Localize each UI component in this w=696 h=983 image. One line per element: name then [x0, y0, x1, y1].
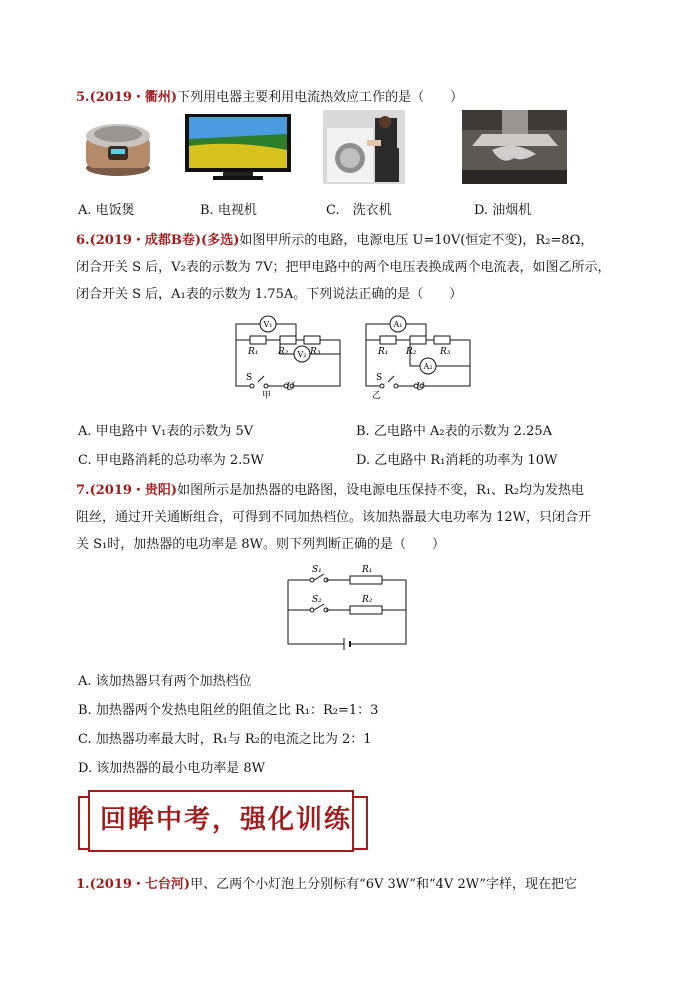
yi-switch-label: S: [376, 373, 383, 383]
yi-caption: 乙: [372, 391, 382, 400]
q5-option-b: B. 电视机: [200, 203, 257, 218]
q5-stem: [76, 90, 463, 106]
q1-number: 1.: [76, 877, 90, 892]
q7-line3: 关 S₁时，加热器的电功率是 8W。则下列判断正确的是（ ）: [76, 537, 446, 552]
rice-cooker-image: [78, 112, 158, 182]
q7-option-d: D. 该加热器的最小电功率是 8W: [78, 761, 265, 776]
jia-meter-v2: V₂: [297, 350, 307, 359]
q5-number: 5.: [76, 90, 90, 105]
jia-r1-label: R₁: [248, 347, 259, 357]
q7-line1: [76, 483, 584, 499]
q6-option-c: C. 甲电路消耗的总功率为 2.5W: [78, 453, 264, 468]
jia-switch-label: S: [246, 373, 253, 383]
q6-line2: 闭合开关 S 后，V₂表的示数为 7V；把甲电路中的两个电压表换成两个电流表，如图乙所示，: [76, 260, 611, 275]
q5-option-a: A. 电饭煲: [78, 203, 135, 218]
q6-option-a: A. 甲电路中 V₁表的示数为 5V: [78, 424, 254, 439]
heater-r2-label: R₂: [362, 595, 373, 605]
q5-option-c: C. 洗衣机: [326, 203, 392, 218]
q7-option-a: A. 该加热器只有两个加热档位: [78, 674, 252, 689]
q1-source: (2019・七台河): [89, 877, 191, 892]
yi-meter-a2: A₂: [423, 362, 433, 371]
jia-source-label: U: [286, 382, 295, 393]
jia-caption: 甲: [262, 391, 272, 400]
section-title: 回眸中考，强化训练: [100, 805, 353, 835]
circuit-diagram-yi: [358, 314, 478, 400]
yi-r1-label: R₁: [378, 347, 389, 357]
q6-line3: 闭合开关 S 后，A₁表的示数为 1.75A。下列说法正确的是（ ）: [76, 287, 463, 302]
q7-line2: 阻丝，通过开关通断组合，可得到不同加热档位。该加热器最大电功率为 12W，只闭合开: [76, 510, 592, 525]
section-banner: [78, 790, 366, 852]
q1-line1: [76, 877, 577, 893]
television-image: [183, 112, 293, 184]
washing-machine-image: [323, 110, 405, 184]
jia-meter-v1: V₁: [263, 320, 273, 329]
q7-option-b: B. 加热器两个发热电阻丝的阻值之比 R₁：R₂=1：3: [78, 703, 379, 718]
heater-r1-label: R₁: [362, 565, 373, 575]
q6-text-1: 如图甲所示的电路，电源电压 U=10V(恒定不变)，R₂=8Ω，: [239, 233, 594, 248]
jia-r3-label: R₃: [310, 347, 321, 357]
q7-option-c: C. 加热器功率最大时，R₁与 R₂的电流之比为 2：1: [78, 732, 372, 747]
q5-source: (2019・衢州): [89, 90, 178, 105]
jia-r2-label: R₂: [278, 347, 289, 357]
q5-option-d: D. 油烟机: [474, 203, 532, 218]
q7-source: (2019・贵阳): [89, 483, 178, 498]
yi-r2-label: R₂: [406, 347, 417, 357]
q6-line1: [76, 233, 593, 249]
yi-source-label: U: [416, 382, 425, 393]
q6-option-b: B. 乙电路中 A₂表的示数为 2.25A: [356, 424, 553, 439]
range-hood-image: [462, 110, 567, 184]
heater-s1-label: S₁: [312, 565, 322, 575]
circuit-diagram-jia: [228, 314, 348, 400]
heater-circuit-diagram: [284, 560, 414, 652]
q1-text: 甲、乙两个小灯泡上分别标有“6V 3W”和“4V 2W”字样，现在把它: [190, 877, 577, 892]
q7-text-1: 如图所示是加热器的电路图，设电源电压保持不变，R₁、R₂均为发热电: [177, 483, 585, 498]
yi-meter-a1: A₁: [393, 320, 403, 329]
q7-number: 7.: [76, 483, 90, 498]
q6-option-d: D. 乙电路中 R₁消耗的功率为 10W: [356, 453, 558, 468]
yi-r3-label: R₃: [440, 347, 451, 357]
q6-source: (2019・成都B卷)(多选): [89, 233, 240, 248]
heater-s2-label: S₂: [312, 595, 322, 605]
q5-text: 下列用电器主要利用电流热效应工作的是（ ）: [177, 90, 464, 105]
q6-number: 6.: [76, 233, 90, 248]
